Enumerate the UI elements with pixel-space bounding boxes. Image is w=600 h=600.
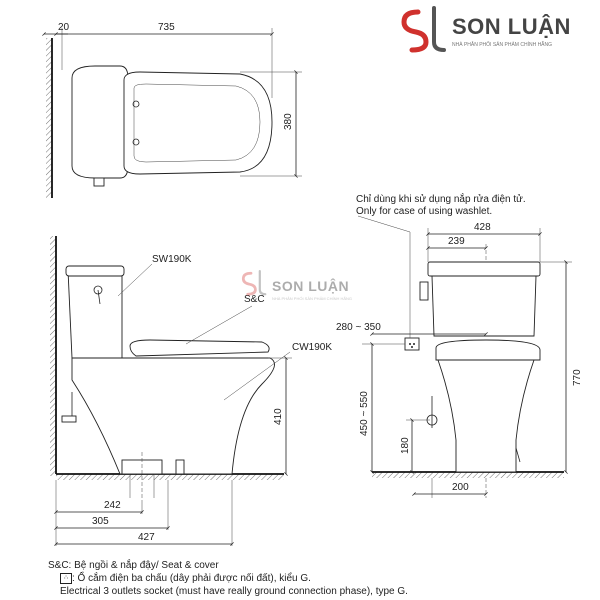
washlet-note-vi: Chỉ dùng khi sử dụng nắp rửa điện tử. [356, 194, 526, 205]
dim-242: 242 [104, 500, 121, 511]
dim-305: 305 [92, 516, 109, 527]
dim-top-length: 735 [158, 22, 175, 33]
legend-socket-en: Electrical 3 outlets socket (must have really ground connection phase), type G. [60, 586, 408, 597]
dim-428: 428 [474, 222, 491, 233]
washlet-note-en: Only for case of using washlet. [356, 206, 493, 217]
dim-outlet-height: 410 [273, 408, 284, 425]
dim-180: 180 [400, 437, 411, 454]
tank-label: SW190K [152, 254, 192, 265]
bowl-label: CW190K [292, 342, 333, 353]
watermark-tagline: NHÀ PHÂN PHỐI SẢN PHẨM CHÍNH HÃNG [272, 296, 353, 301]
dim-200: 200 [452, 482, 469, 493]
brand-name: SON LUẬN [452, 14, 571, 39]
watermark-name: SON LUẬN [272, 278, 350, 294]
socket-icon: ∴ [60, 573, 72, 584]
front-view [336, 216, 583, 498]
seat-label: S&C [244, 294, 265, 305]
dim-socket-range: 280 ~ 350 [336, 322, 381, 333]
dim-socket-height: 450 ~ 550 [359, 391, 370, 436]
socket-box [405, 338, 419, 350]
legend-socket-row [48, 573, 311, 584]
dim-top-width: 380 [283, 113, 294, 130]
watermark-logo [243, 271, 265, 294]
dim-239: 239 [448, 236, 465, 247]
dim-770: 770 [572, 369, 583, 386]
brand-tagline: NHÀ PHÂN PHỐI SẢN PHẨM CHÍNH HÃNG [452, 42, 553, 48]
dim-427: 427 [138, 532, 155, 543]
legend-socket-vi: : Ổ cắm điện ba chấu (dây phải được nối đất), kiểu G. [72, 573, 311, 585]
dim-top-wall-gap: 20 [58, 22, 70, 33]
top-view [44, 22, 302, 198]
legend-seat-cover: S&C: Bệ ngồi & nắp đậy/ Seat & cover [48, 560, 219, 571]
sl-monogram-logo [404, 8, 444, 50]
